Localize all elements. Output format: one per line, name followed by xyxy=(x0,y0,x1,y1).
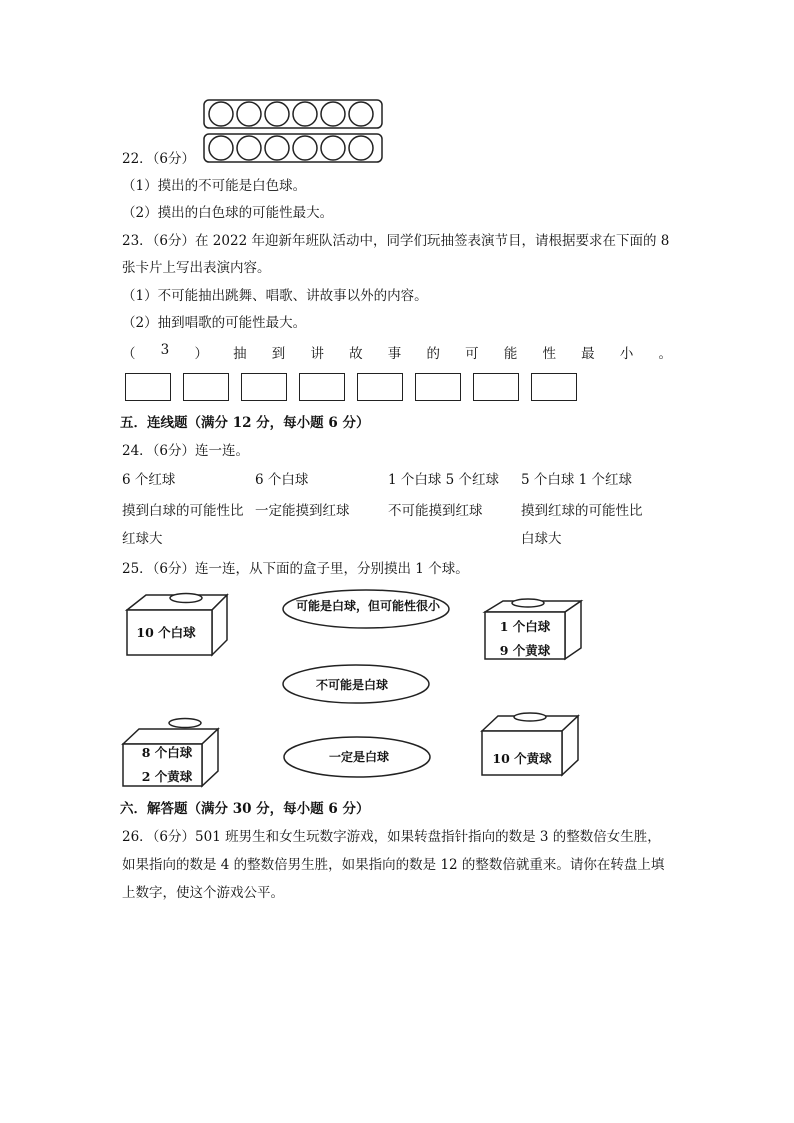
q23-line-1: 23．（6分）在 2022 年迎新年班队活动中，同学们玩抽签表演节目，请根据要求在下面的 8 xyxy=(122,233,670,249)
q25-figure xyxy=(0,585,794,795)
ball-trays-figure xyxy=(200,97,386,165)
q26-line-2: 如果指向的数是 4 的整数倍男生胜，如果指向的数是 12 的整数倍就重来。请你在转盘上填 xyxy=(122,857,665,873)
ball xyxy=(237,102,261,126)
q24-statement-1a: 摸到白球的可能性比 xyxy=(122,503,244,519)
box-2-label-a: 1 个白球 xyxy=(499,619,551,634)
ball xyxy=(209,102,233,126)
section-5-heading: 五．连线题（满分 12 分，每小题 6 分） xyxy=(120,415,370,431)
q23-requirement-2: （2）抽到唱歌的可能性最大。 xyxy=(122,315,307,331)
performance-card-5[interactable] xyxy=(357,373,403,401)
ball xyxy=(293,136,317,160)
q22-requirement-2: （2）摸出的白色球的可能性最大。 xyxy=(122,205,334,221)
q24-statement-2: 一定能摸到红球 xyxy=(255,503,350,519)
ball-tray-bottom xyxy=(204,134,382,162)
ball xyxy=(349,136,373,160)
q24-statement-4a: 摸到红球的可能性比 xyxy=(521,503,643,519)
q24-box-2: 6 个白球 xyxy=(255,472,309,488)
q22-label: 22．（6分） xyxy=(122,151,196,167)
q25-line: 25．（6分）连一连，从下面的盒子里，分别摸出 1 个球。 xyxy=(122,561,469,577)
oval-3-label: 一定是白球 xyxy=(328,750,390,764)
ball xyxy=(209,136,233,160)
ball xyxy=(237,136,261,160)
performance-card-4[interactable] xyxy=(299,373,345,401)
q24-statement-4b: 白球大 xyxy=(521,531,562,547)
q24-box-1: 6 个红球 xyxy=(122,472,176,488)
box-3-label-a: 8 个白球 xyxy=(141,745,193,760)
q24-statement-1b: 红球大 xyxy=(122,531,163,547)
box-4-label: 10 个黄球 xyxy=(492,751,552,766)
ball-tray-top xyxy=(204,100,382,128)
q23-requirement-3: （ 3 ） 抽 到 讲 故 事 的 可 能 性 最 小 。 xyxy=(122,342,672,362)
ball xyxy=(321,102,345,126)
ball xyxy=(293,102,317,126)
performance-card-6[interactable] xyxy=(415,373,461,401)
box-2-label-b: 9 个黄球 xyxy=(499,643,551,658)
performance-card-2[interactable] xyxy=(183,373,229,401)
q23-requirement-1: （1）不可能抽出跳舞、唱歌、讲故事以外的内容。 xyxy=(122,288,428,304)
oval-1-label: 可能是白球，但可能性很小 xyxy=(295,599,441,613)
ball xyxy=(265,136,289,160)
q26-line-1: 26．（6分）501 班男生和女生玩数字游戏，如果转盘指针指向的数是 3 的整数倍女生胜， xyxy=(122,829,661,845)
ball xyxy=(265,102,289,126)
ball xyxy=(321,136,345,160)
q24-line: 24．（6分）连一连。 xyxy=(122,443,250,459)
performance-card-1[interactable] xyxy=(125,373,171,401)
q26-line-3: 上数字，使这个游戏公平。 xyxy=(122,885,284,901)
oval-2-label: 不可能是白球 xyxy=(315,678,389,692)
performance-card-3[interactable] xyxy=(241,373,287,401)
q24-statement-3: 不可能摸到红球 xyxy=(388,503,483,519)
performance-card-8[interactable] xyxy=(531,373,577,401)
q24-box-4: 5 个白球 1 个红球 xyxy=(521,472,633,488)
q23-line-2: 张卡片上写出表演内容。 xyxy=(122,260,271,276)
ball xyxy=(349,102,373,126)
performance-card-7[interactable] xyxy=(473,373,519,401)
section-6-heading: 六．解答题（满分 30 分，每小题 6 分） xyxy=(120,801,370,817)
q24-box-3: 1 个白球 5 个红球 xyxy=(388,472,500,488)
box-1-label: 10 个白球 xyxy=(136,625,196,640)
q22-requirement-1: （1）摸出的不可能是白色球。 xyxy=(122,178,307,194)
box-3-label-b: 2 个黄球 xyxy=(141,769,193,784)
